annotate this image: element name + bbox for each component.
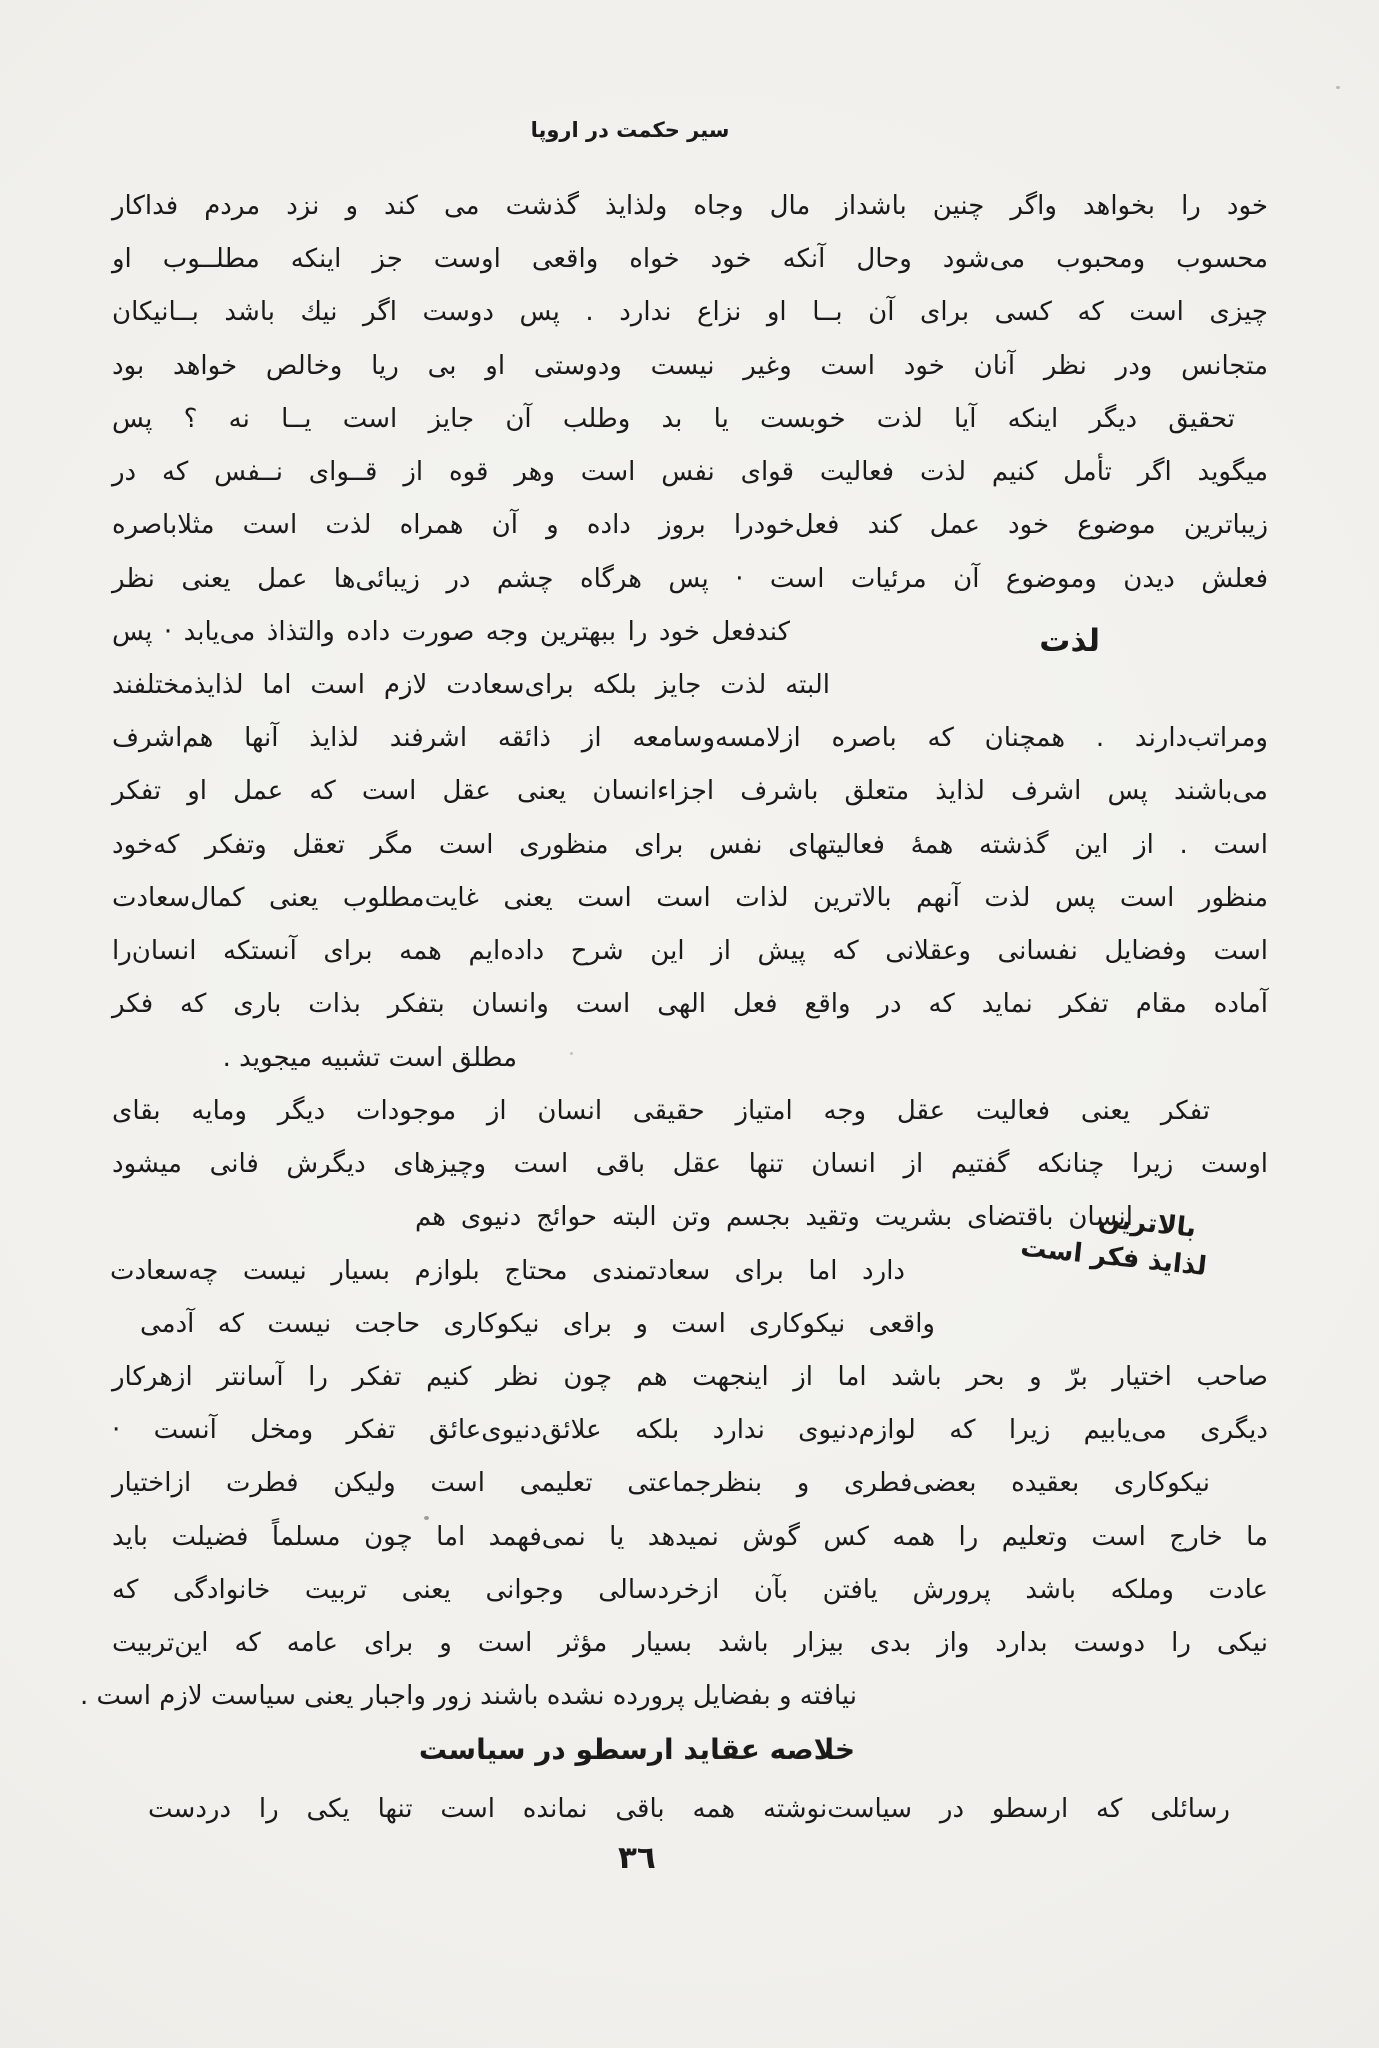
- running-head: سیر حکمت در اروپا: [530, 118, 730, 142]
- margin-note-pleasure: لذت: [1039, 623, 1100, 659]
- margin-note-highest-line2: لذایذ فکر است: [1019, 1232, 1209, 1282]
- body-line: ما خارج است وتعلیم را همه کس گوش نمیدهد یا نمی‌فهمد اما چون مسلماً فضیلت باید: [112, 1522, 1268, 1552]
- body-line: است . از این گذشته همهٔ فعالیتهای نفس برای منظوری است مگر تعقل وتفکر که‌خود: [112, 830, 1268, 860]
- body-line: نیافته و بفضایل پرورده نشده باشند زور واجبار یعنی سیاست لازم است .: [79, 1681, 857, 1711]
- margin-note-highest-pleasure: [965, 1187, 1266, 1291]
- ink-speck: [1336, 86, 1340, 89]
- body-line: زیباترین موضوع خود عمل کند فعل‌خودرا بروز داده و آن همراه لذت است مثلاباصره: [112, 510, 1268, 540]
- body-line: کندفعل خود را ببهترین وجه صورت داده والتذاذ می‌یابد · پس: [112, 617, 790, 647]
- body-line: صاحب اختیار برّ و بحر باشد اما از اینجهت هم چون نظر کنیم تفکر را آسانتر ازهرکار: [112, 1362, 1268, 1392]
- body-line: تفکر یعنی فعالیت عقل وجه امتیاز حقیقی انسان از موجودات دیگر ومایه بقای: [112, 1096, 1210, 1126]
- body-line: عادت وملکه باشد پرورش یافتن بآن ازخردسالی وجوانی یعنی تربیت خانوادگی که: [112, 1575, 1268, 1605]
- body-line: خود را بخواهد واگر چنین باشداز مال وجاه ولذایذ گذشت می کند و نزد مردم فداکار: [112, 191, 1268, 221]
- body-line: دیگری می‌یابیم زیرا که لوازم‌دنیوی ندارد بلکه علائق‌دنیوی‌عائق تفکر ومخل آنست ·: [112, 1415, 1268, 1445]
- body-line: می‌باشند پس اشرف لذایذ متعلق باشرف اجزاءانسان یعنی عقل است که عمل او تفکر: [112, 776, 1268, 806]
- body-line: رسائلی که ارسطو در سیاست‌نوشته همه باقی نمانده است تنها یکی را دردست: [148, 1794, 1230, 1824]
- body-line: تحقیق دیگر اینکه آیا لذت خوبست یا بد وطلب آن جایز است یــا نه ؟ پس: [112, 404, 1235, 434]
- body-line: محسوب ومحبوب می‌شود وحال آنکه خود خواه واقعی اوست جز اینکه مطلــوب او: [112, 244, 1268, 274]
- body-line: است وفضایل نفسانی وعقلانی که پیش از این شرح داده‌ایم همه برای آنستکه انسان‌را: [112, 936, 1268, 966]
- body-line: نیکی را دوست بدارد واز بدی بیزار باشد بسیار مؤثر است و برای عامه که این‌تربیت: [112, 1628, 1268, 1658]
- body-line: منظور است پس لذت آنهم بالاترین لذات است است یعنی غایت‌مطلوب یعنی کمال‌سعادت: [112, 883, 1268, 913]
- body-line: فعلش دیدن وموضوع آن مرئیات است · پس هرگاه چشم در زیبائی‌ها عمل یعنی نظر: [112, 564, 1268, 594]
- body-line: چیزی است که کسی برای آن بــا او نزاع ندارد . پس دوست اگر نیك باشد بــانیکان: [112, 297, 1268, 327]
- body-line: انسان باقتضای بشریت وتقید بجسم وتن البته حوائج دنیوی هم: [415, 1202, 1133, 1232]
- body-line: البته لذت جایز بلکه برای‌سعادت لازم است اما لذایذمختلفند: [112, 670, 830, 700]
- body-line: واقعی نیکوکاری است و برای نیکوکاری حاجت نیست که آدمی: [140, 1309, 935, 1339]
- body-line: متجانس ودر نظر آنان خود است وغیر نیست ودوستی او بی ریا وخالص خواهد بود: [112, 351, 1268, 381]
- body-line: میگوید اگر تأمل کنیم لذت فعالیت قوای نفس است وهر قوه از قــوای نــفس که در: [112, 457, 1268, 487]
- body-line: مطلق است تشبیه میجوید .: [222, 1043, 517, 1073]
- body-line: ومراتب‌دارند . همچنان که باصره ازلامسه‌وسامعه از ذائقه اشرفند لذایذ آنها هم‌اشرف: [112, 723, 1268, 753]
- margin-note-highest-line1: بالاترین: [1096, 1203, 1198, 1244]
- body-line: نیکوکاری بعقیده بعضی‌فطری و بنظرجماعتی تعلیمی است ولیکن فطرت ازاختیار: [112, 1468, 1210, 1498]
- body-line: دارد اما برای سعادتمندی محتاج بلوازم بسیار نیست چه‌سعادت: [110, 1256, 905, 1286]
- ink-speck: [570, 1052, 573, 1055]
- section-heading: خلاصه عقاید ارسطو در سیاست: [418, 1733, 856, 1766]
- ink-speck: [424, 1516, 429, 1520]
- body-line: اوست زیرا چنانکه گفتیم از انسان تنها عقل باقی است وچیزهای دیگرش فانی میشود: [112, 1149, 1268, 1179]
- page-number: ٣٦: [618, 1840, 656, 1876]
- body-line: آماده مقام تفکر نماید که در واقع فعل الهی است وانسان بتفکر بذات باری که فکر: [112, 989, 1268, 1019]
